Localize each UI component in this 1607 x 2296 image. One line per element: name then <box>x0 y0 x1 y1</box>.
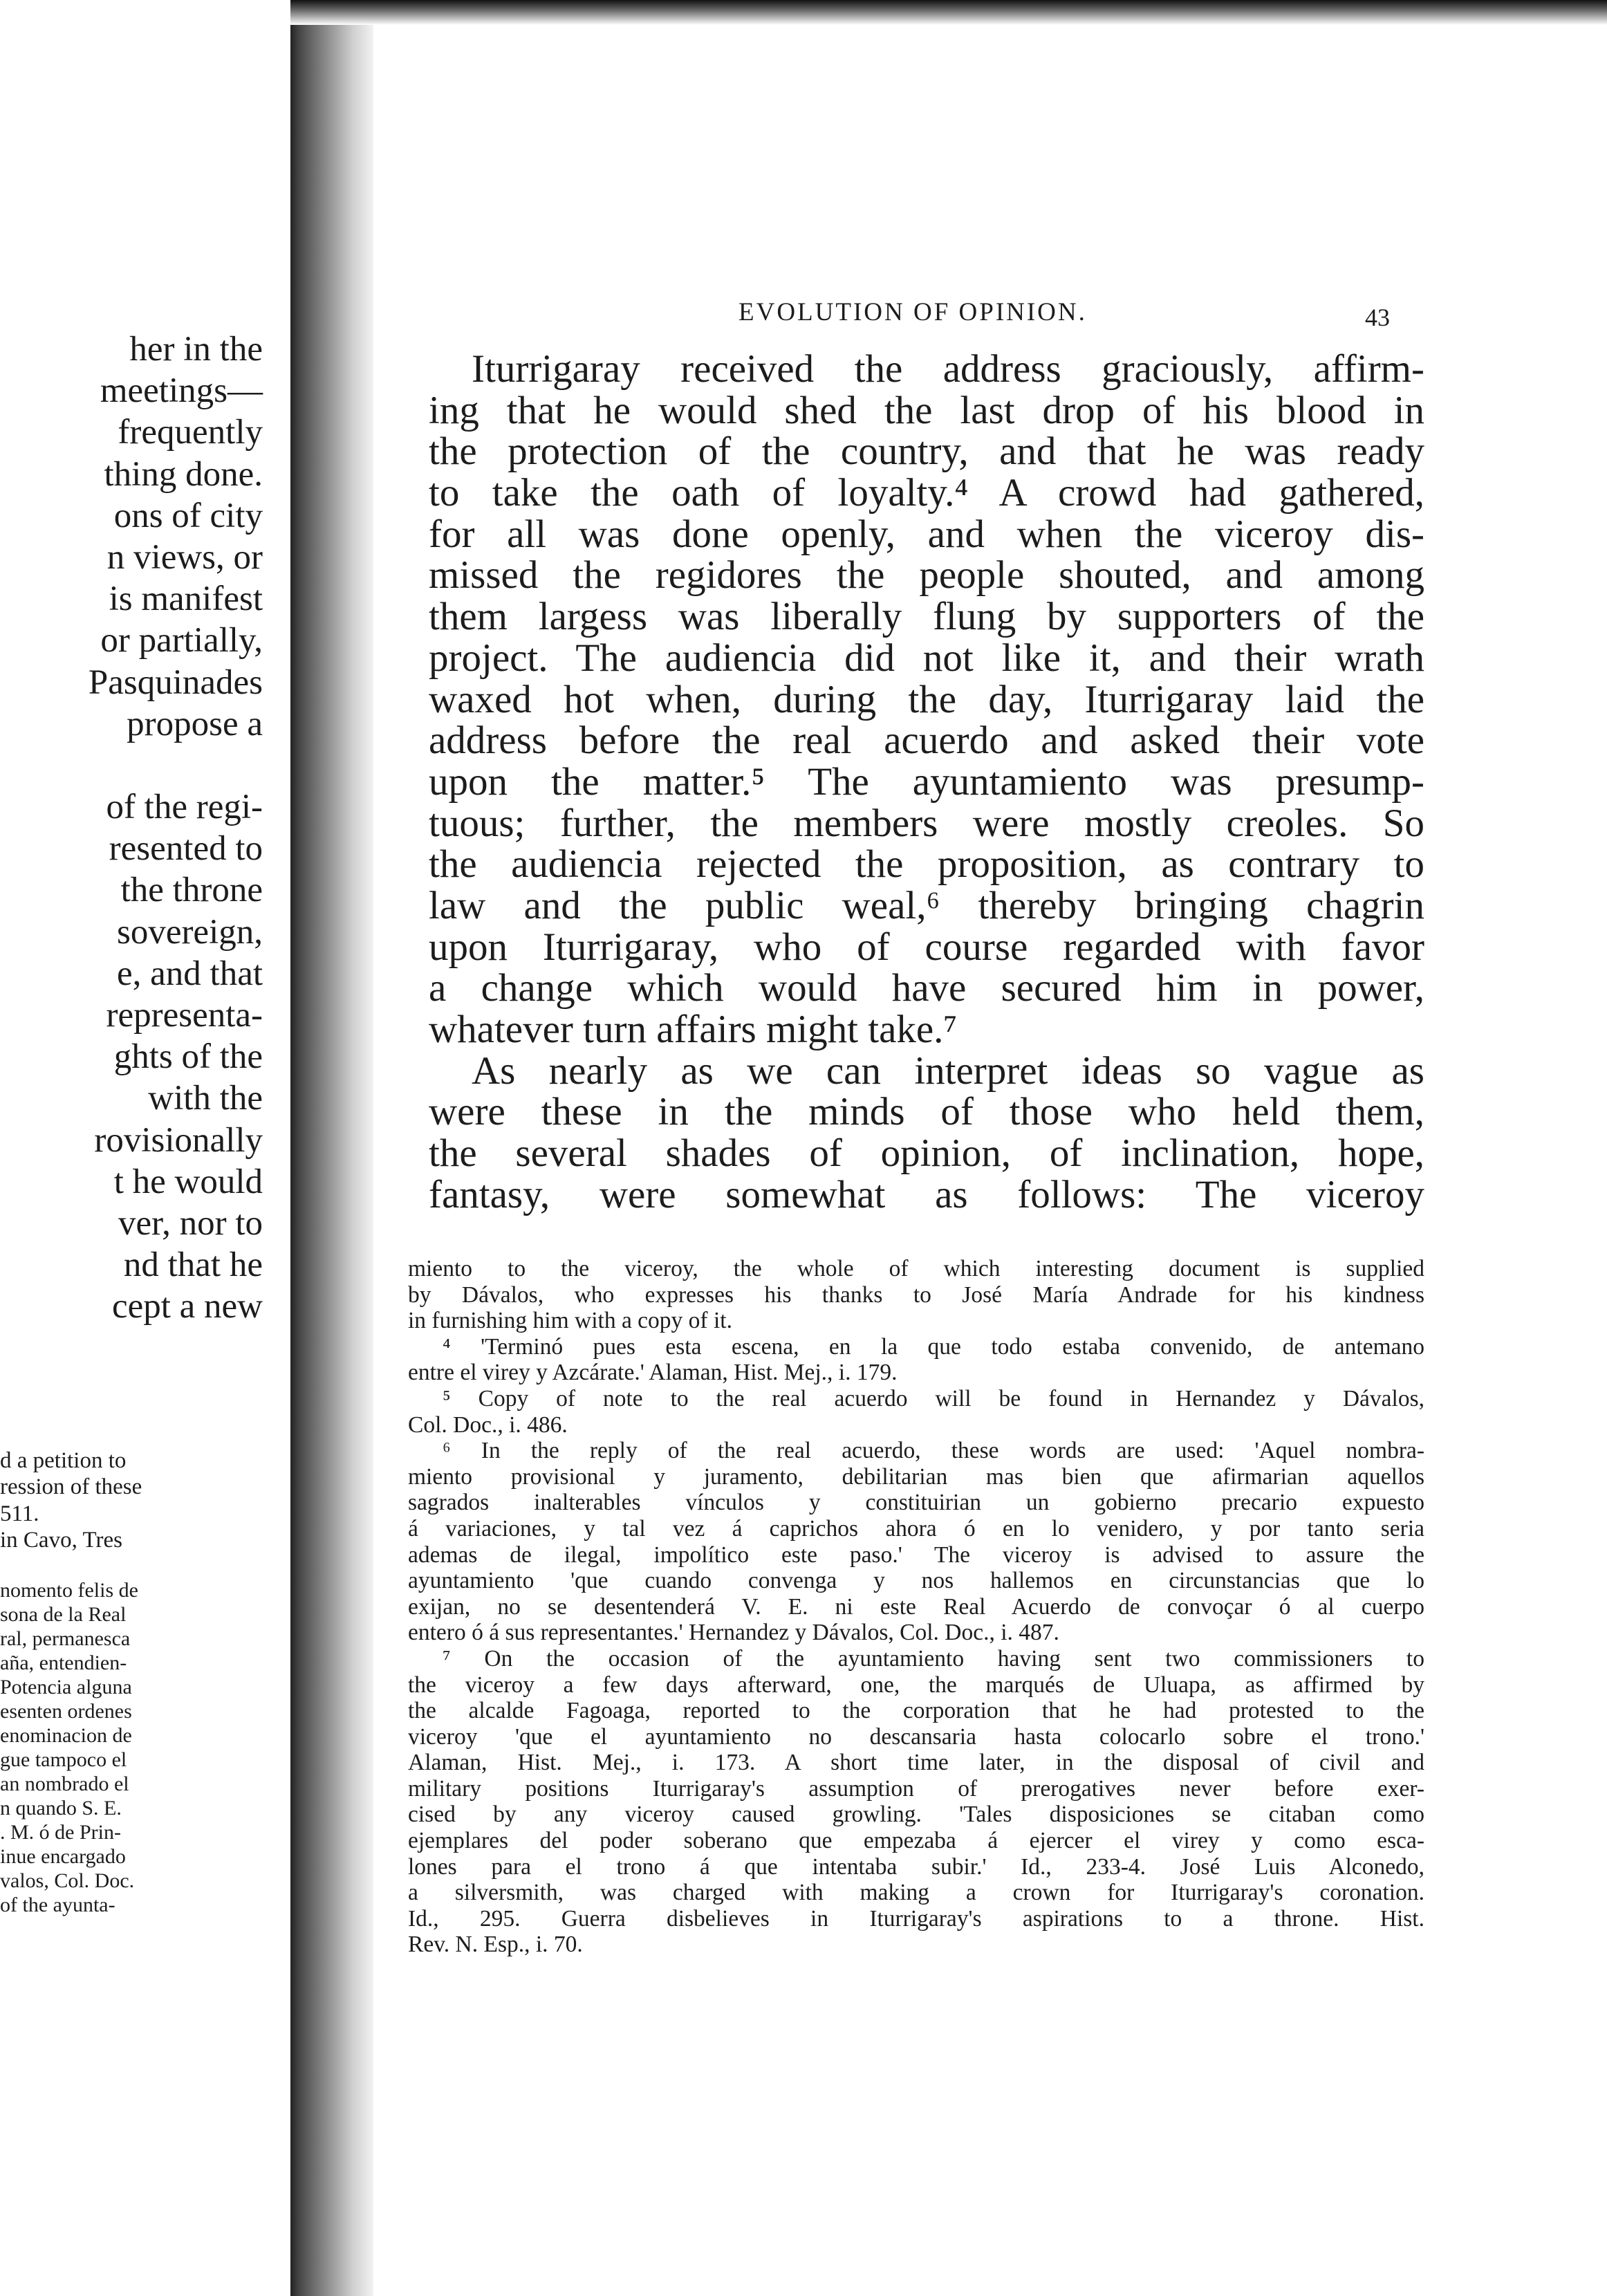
footnote-line: ⁴ 'Terminó pues esta escena, en la que todo estaba convenido, de antemano <box>443 1333 1424 1360</box>
paragraph-line: law and the public weal,⁶ thereby bringing chagrin <box>429 883 1424 927</box>
paragraph-line: for all was done openly, and when the viceroy dis- <box>429 512 1424 556</box>
footnote-line: entre el virey y Azcárate.' Alaman, Hist. Mej., i. 179. <box>408 1360 898 1386</box>
paragraph-line: a change which would have secured him in power, <box>429 966 1424 1010</box>
note-line: enominacion de <box>0 1724 132 1748</box>
paragraph-line: missed the regidores the people shouted, and among <box>429 553 1424 598</box>
note-line: gue tampoco el <box>0 1748 127 1772</box>
text-line: propose a <box>127 704 263 743</box>
footnote-line: viceroy 'que el ayuntamiento no descansaria hasta colocarlo sobre el trono.' <box>408 1723 1424 1750</box>
paragraph-line: project. The audiencia did not like it, and their wrath <box>429 636 1424 680</box>
footnote-line: ⁵ Copy of note to the real acuerdo will be found in Hernandez y Dávalos, <box>443 1385 1424 1411</box>
paragraph-line: them largess was liberally flung by supporters of the <box>429 595 1424 639</box>
footnote-line: ejemplares del poder soberano que empezaba á ejercer el virey y como esca- <box>408 1828 1424 1854</box>
text-line: n views, or <box>106 537 263 577</box>
text-line: her in the <box>129 330 263 369</box>
previous-page-body <box>0 328 263 1328</box>
text-line: resented to <box>109 829 263 869</box>
footnote-line: ⁷ On the occasion of the ayuntamiento having sent two commissioners to <box>443 1645 1424 1672</box>
footnote-line: Alaman, Hist. Mej., i. 173. A short time later, in the disposal of civil and <box>408 1750 1424 1776</box>
running-head <box>373 297 1607 332</box>
paragraph-line: Iturrigaray received the address graciously, affirm- <box>472 347 1424 391</box>
footnote-line: lones para el trono á que intentaba subir.' Id., 233-4. José Luis Alconedo, <box>408 1853 1424 1880</box>
text-line: e, and that <box>117 954 263 993</box>
footnote-line: ⁶ In the reply of the real acuerdo, these words are used: 'Aquel nombra- <box>443 1438 1424 1464</box>
previous-page-fragment <box>0 0 290 2296</box>
note-line: ral, permanesca <box>0 1627 131 1651</box>
note-line: aña, entendien- <box>0 1651 127 1675</box>
paragraph-line: whatever turn affairs might take.⁷ <box>429 1008 958 1051</box>
text-line: representa- <box>106 996 263 1035</box>
footnote-line: the viceroy a few days afterward, one, the marqués de Uluapa, as affirmed by <box>408 1672 1424 1698</box>
body-text <box>429 349 1424 1215</box>
previous-page-footnotes <box>0 1447 188 1917</box>
paragraph-line: the protection of the country, and that he was ready <box>429 429 1424 474</box>
footnote-line: exijan, no se desentenderá V. E. ni este Real Acuerdo de convoçar ó al cuerpo <box>408 1593 1424 1620</box>
text-line: cept a new <box>111 1287 263 1326</box>
footnote-line: miento provisional y juramento, debilitarian mas bien que afirmarian aquellos <box>408 1463 1424 1490</box>
footnote-line: ademas de ilegal, impolítico este paso.' The viceroy is advised to assure the <box>408 1542 1424 1568</box>
footnote-line: Rev. N. Esp., i. 70. <box>408 1932 583 1958</box>
page-top-shadow <box>290 0 1607 25</box>
footnote-line: in furnishing him with a copy of it. <box>408 1308 732 1334</box>
text-line: sovereign, <box>116 912 263 952</box>
footnote-line: entero ó á sus representantes.' Hernandez y Dávalos, Col. Doc., i. 487. <box>408 1620 1059 1646</box>
paragraph-line: upon the matter.⁵ The ayuntamiento was presump- <box>429 759 1424 804</box>
note-line: 511. <box>0 1501 39 1526</box>
paragraph-line: fantasy, were somewhat as follows: The viceroy <box>429 1172 1424 1216</box>
text-line: the throne <box>120 871 263 910</box>
text-line: t he would <box>113 1162 263 1201</box>
note-line: an nombrado el <box>0 1772 129 1796</box>
paragraph-line: As nearly as we can interpret ideas so vague as <box>472 1048 1424 1093</box>
note-line: of the ayunta- <box>0 1894 115 1917</box>
footnote-line: sagrados inalterables vínculos y constituirian un gobierno precario expuesto <box>408 1490 1424 1516</box>
note-line: in Cavo, Tres <box>0 1527 122 1553</box>
paragraph-line: to take the oath of loyalty.⁴ A crowd had gathered, <box>429 471 1424 515</box>
note-line: ression of these <box>0 1474 142 1500</box>
paragraph-line: were these in the minds of those who held them, <box>429 1090 1424 1134</box>
footnote-line: the alcalde Fagoaga, reported to the corporation that he had protested to the <box>408 1698 1424 1724</box>
text-line: ons of city <box>113 496 263 535</box>
note-line: inue encargado <box>0 1845 126 1869</box>
text-line: with the <box>148 1079 263 1118</box>
footnote-line: Id., 295. Guerra disbelieves in Iturrigaray's aspirations to a throne. Hist. <box>408 1905 1424 1932</box>
note-line: Potencia alguna <box>0 1676 132 1699</box>
paragraph-line: upon Iturrigaray, who of course regarded with favor <box>429 925 1424 969</box>
book-page <box>373 25 1607 2296</box>
text-line: nd that he <box>123 1246 263 1285</box>
note-line: n quando S. E. <box>0 1797 122 1820</box>
note-line: . M. ó de Prin- <box>0 1821 121 1844</box>
text-line: rovisionally <box>94 1120 263 1160</box>
running-title: EVOLUTION OF OPINION. <box>739 298 1087 326</box>
text-line: of the regi- <box>106 788 263 827</box>
note-line: esenten ordenes <box>0 1700 132 1723</box>
text-line: ghts of the <box>113 1037 263 1077</box>
paragraph-line: the several shades of opinion, of inclination, hope, <box>429 1131 1424 1176</box>
paragraph-line: tuous; further, the members were mostly creoles. So <box>429 801 1424 845</box>
text-line: or partially, <box>100 621 263 660</box>
footnote-line: ayuntamiento 'que cuando convenga y nos hallemos en circunstancias que lo <box>408 1568 1424 1594</box>
text-line: ver, nor to <box>118 1203 263 1243</box>
footnote-line: Col. Doc., i. 486. <box>408 1411 568 1438</box>
footnote-line: cised by any viceroy caused growling. 'Tales disposiciones se citaban como <box>408 1802 1424 1828</box>
paragraph-line: address before the real acuerdo and asked their vote <box>429 719 1424 763</box>
paragraph-line: ing that he would shed the last drop of his blood in <box>429 388 1424 432</box>
note-line: valos, Col. Doc. <box>0 1869 135 1893</box>
text-line: is manifest <box>109 580 263 619</box>
footnote-line: á variaciones, y tal vez á caprichos ahora ó en lo venidero, y por tanto seria <box>408 1515 1424 1542</box>
footnote-line: a silversmith, was charged with making a crown for Iturrigaray's coronation. <box>408 1880 1424 1906</box>
text-line: meetings— <box>100 371 263 411</box>
footnote-line: by Dávalos, who expresses his thanks to José María Andrade for his kindness <box>408 1281 1424 1308</box>
paragraph-line: waxed hot when, during the day, Iturrigaray laid the <box>429 677 1424 721</box>
text-line: frequently <box>118 413 263 452</box>
text-line: Pasquinades <box>88 663 263 702</box>
footnote-line: military positions Iturrigaray's assumption of prerogatives never before exer- <box>408 1775 1424 1802</box>
book-gutter-shadow <box>290 0 373 2296</box>
page-number: 43 <box>1365 304 1390 331</box>
text-line <box>0 745 263 786</box>
note-line: nomento felis de <box>0 1579 138 1602</box>
footnote-line: miento to the viceroy, the whole of which interesting document is supplied <box>408 1256 1424 1281</box>
note-line: d a petition to <box>0 1448 127 1473</box>
footnotes <box>408 1256 1424 1958</box>
text-line: thing done. <box>104 454 263 494</box>
note-line: sona de la Real <box>0 1603 127 1627</box>
paragraph-line: the audiencia rejected the proposition, as contrary to <box>429 842 1424 887</box>
